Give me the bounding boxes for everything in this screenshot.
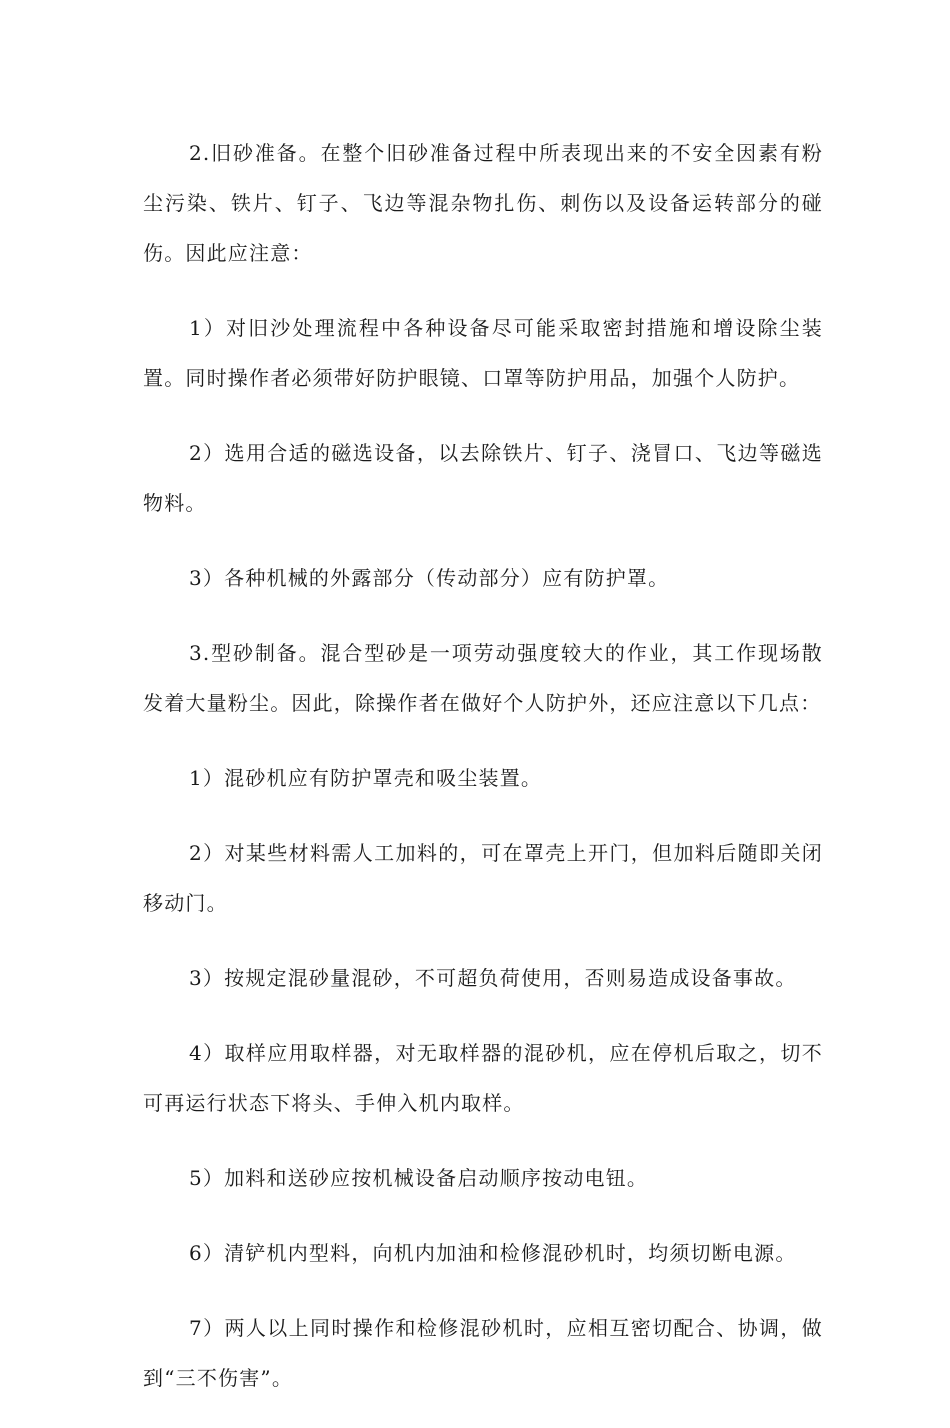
paragraph-molding-sand-item-3: 3）按规定混砂量混砂，不可超负荷使用，否则易造成设备事故。	[189, 966, 797, 990]
paragraph-molding-sand-item-5: 5）加料和送砂应按机械设备启动顺序按动电钮。	[189, 1166, 649, 1190]
paragraph-molding-sand-item-6: 6）清铲机内型料，向机内加油和检修混砂机时，均须切断电源。	[189, 1241, 797, 1265]
paragraph-molding-sand-intro: 3.型砂制备。混合型砂是一项劳动强度较大的作业，其工作现场散发着大量粉尘。因此，除操作者在做好个人防护外，还应注意以下几点：	[143, 641, 823, 715]
paragraph-old-sand-item-2: 2）选用合适的磁选设备，以去除铁片、钉子、浇冒口、飞边等磁选物料。	[143, 441, 823, 515]
paragraph-molding-sand-item-2: 2）对某些材料需人工加料的，可在罩壳上开门，但加料后随即关闭移动门。	[143, 841, 823, 915]
paragraph-old-sand-item-1: 1）对旧沙处理流程中各种设备尽可能采取密封措施和增设除尘装置。同时操作者必须带好防护眼镜、口罩等防护用品，加强个人防护。	[143, 316, 823, 390]
paragraph-molding-sand-item-7: 7）两人以上同时操作和检修混砂机时，应相互密切配合、协调，做到“三不伤害”。	[143, 1316, 823, 1390]
paragraph-old-sand-intro: 2.旧砂准备。在整个旧砂准备过程中所表现出来的不安全因素有粉尘污染、铁片、钉子、飞边等混杂物扎伤、刺伤以及设备运转部分的碰伤。因此应注意：	[143, 141, 823, 265]
paragraph-molding-sand-item-1: 1）混砂机应有防护罩壳和吸尘装置。	[189, 766, 543, 790]
document-page	[143, 128, 823, 1428]
paragraph-old-sand-item-3: 3）各种机械的外露部分（传动部分）应有防护罩。	[189, 566, 670, 590]
paragraph-molding-sand-item-4: 4）取样应用取样器，对无取样器的混砂机，应在停机后取之，切不可再运行状态下将头、手伸入机内取样。	[143, 1041, 823, 1115]
